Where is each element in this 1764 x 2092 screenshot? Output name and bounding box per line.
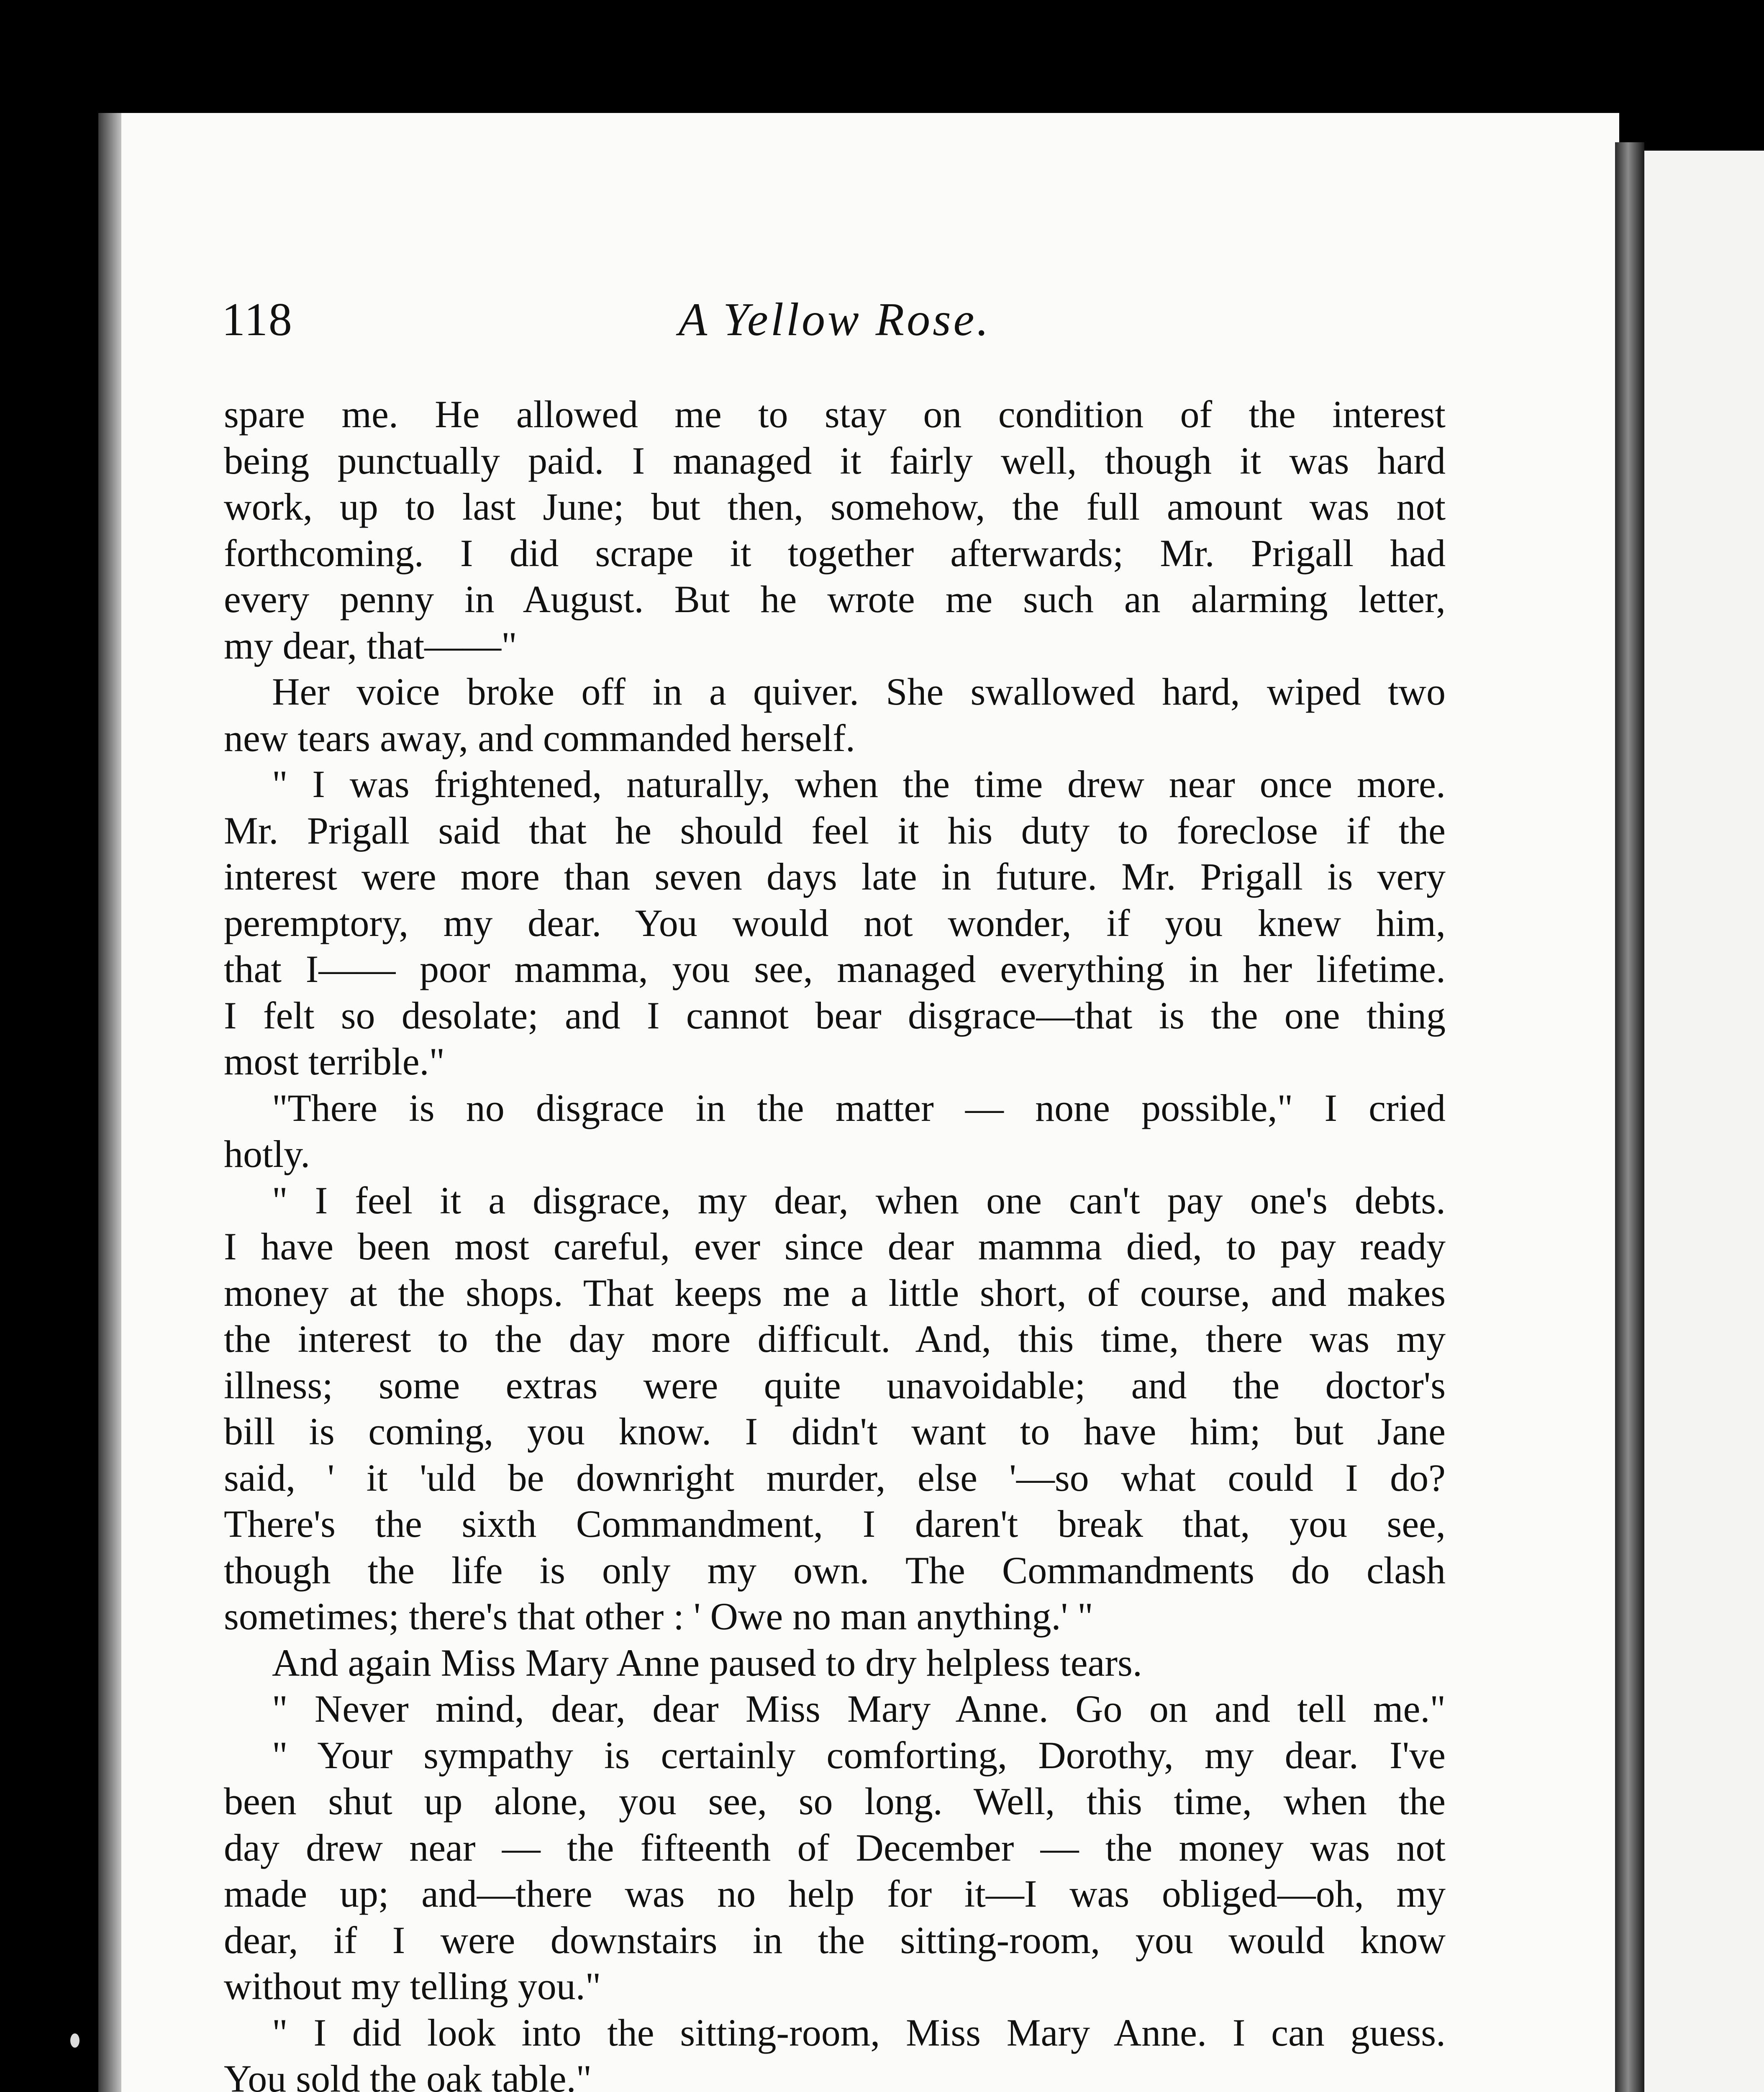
text-line: without my telling you." [224, 1965, 601, 2007]
text-line: that I—— poor mamma, you see, managed everything in her lifetime. [224, 948, 1446, 990]
text-line: bill is coming, you know. I didn't want to have him; but Jane [224, 1410, 1446, 1453]
text-line: work, up to last June; but then, somehow, the full amount was not [224, 485, 1446, 528]
text-line: new tears away, and commanded herself. [224, 716, 855, 759]
text-line: hotly. [224, 1133, 310, 1175]
text-line: I felt so desolate; and I cannot bear disgrace—that is the one thing [224, 994, 1446, 1037]
text-line: " I feel it a disgrace, my dear, when one can't pay one's debts. [272, 1179, 1446, 1222]
facing-page-edge [1623, 151, 1764, 2092]
text-line: spare me. He allowed me to stay on condition of the interest [224, 393, 1446, 436]
text-line: forthcoming. I did scrape it together afterwards; Mr. Prigall had [224, 531, 1446, 574]
page-binding-shadow [98, 113, 123, 2092]
text-line: being punctually paid. I managed it fairly well, though it was hard [224, 439, 1446, 482]
text-line: " Never mind, dear, dear Miss Mary Anne. Go on and tell me." [272, 1687, 1446, 1730]
running-head [222, 293, 1448, 356]
text-line: There's the sixth Commandment, I daren't break that, you see, [224, 1502, 1446, 1545]
text-line: illness; some extras were quite unavoidable; and the doctor's [224, 1364, 1446, 1407]
text-line: " Your sympathy is certainly comforting, Dorothy, my dear. I've [272, 1733, 1446, 1777]
text-line: my dear, that——" [224, 624, 517, 667]
text-line: made up; and—there was no help for it—I was obliged—oh, my [224, 1872, 1446, 1915]
page-number: 118 [222, 294, 293, 346]
running-title: A Yellow Rose. [678, 294, 991, 346]
body-text [224, 391, 1446, 2092]
page-fold-shadow [1615, 142, 1644, 2092]
text-line: said, ' it 'uld be downright murder, else '—so what could I do? [224, 1456, 1446, 1499]
text-line: money at the shops. That keeps me a little short, of course, and makes [224, 1271, 1446, 1314]
text-line: though the life is only my own. The Commandments do clash [224, 1548, 1446, 1592]
text-line: You sold the oak table." [224, 2057, 592, 2092]
text-line: most terrible." [224, 1040, 445, 1083]
text-line: "There is no disgrace in the matter — none possible," I cried [272, 1086, 1446, 1129]
text-line: every penny in August. But he wrote me such an alarming letter, [224, 578, 1446, 620]
text-line: " I did look into the sitting-room, Miss Mary Anne. I can guess. [272, 2011, 1446, 2054]
text-line: peremptory, my dear. You would not wonder, if you knew him, [224, 901, 1446, 944]
text-line: dear, if I were downstairs in the sitting-room, you would know [224, 1918, 1446, 1961]
text-line: I have been most careful, ever since dear mamma died, to pay ready [224, 1225, 1446, 1268]
text-line: sometimes; there's that other : ' Owe no man anything.' " [224, 1595, 1093, 1638]
text-line: " I was frightened, naturally, when the time drew near once more. [272, 763, 1446, 805]
text-line: the interest to the day more difficult. And, this time, there was my [224, 1318, 1446, 1360]
text-line: And again Miss Mary Anne paused to dry helpless tears. [272, 1641, 1142, 1684]
text-line: been shut up alone, you see, so long. Well, this time, when the [224, 1780, 1446, 1823]
text-line: Her voice broke off in a quiver. She swallowed hard, wiped two [272, 670, 1446, 713]
margin-speck [70, 2033, 79, 2048]
text-line: day drew near — the fifteenth of December — the money was not [224, 1826, 1446, 1869]
text-line: interest were more than seven days late in future. Mr. Prigall is very [224, 855, 1446, 898]
text-line: Mr. Prigall said that he should feel it his duty to foreclose if the [224, 809, 1446, 852]
